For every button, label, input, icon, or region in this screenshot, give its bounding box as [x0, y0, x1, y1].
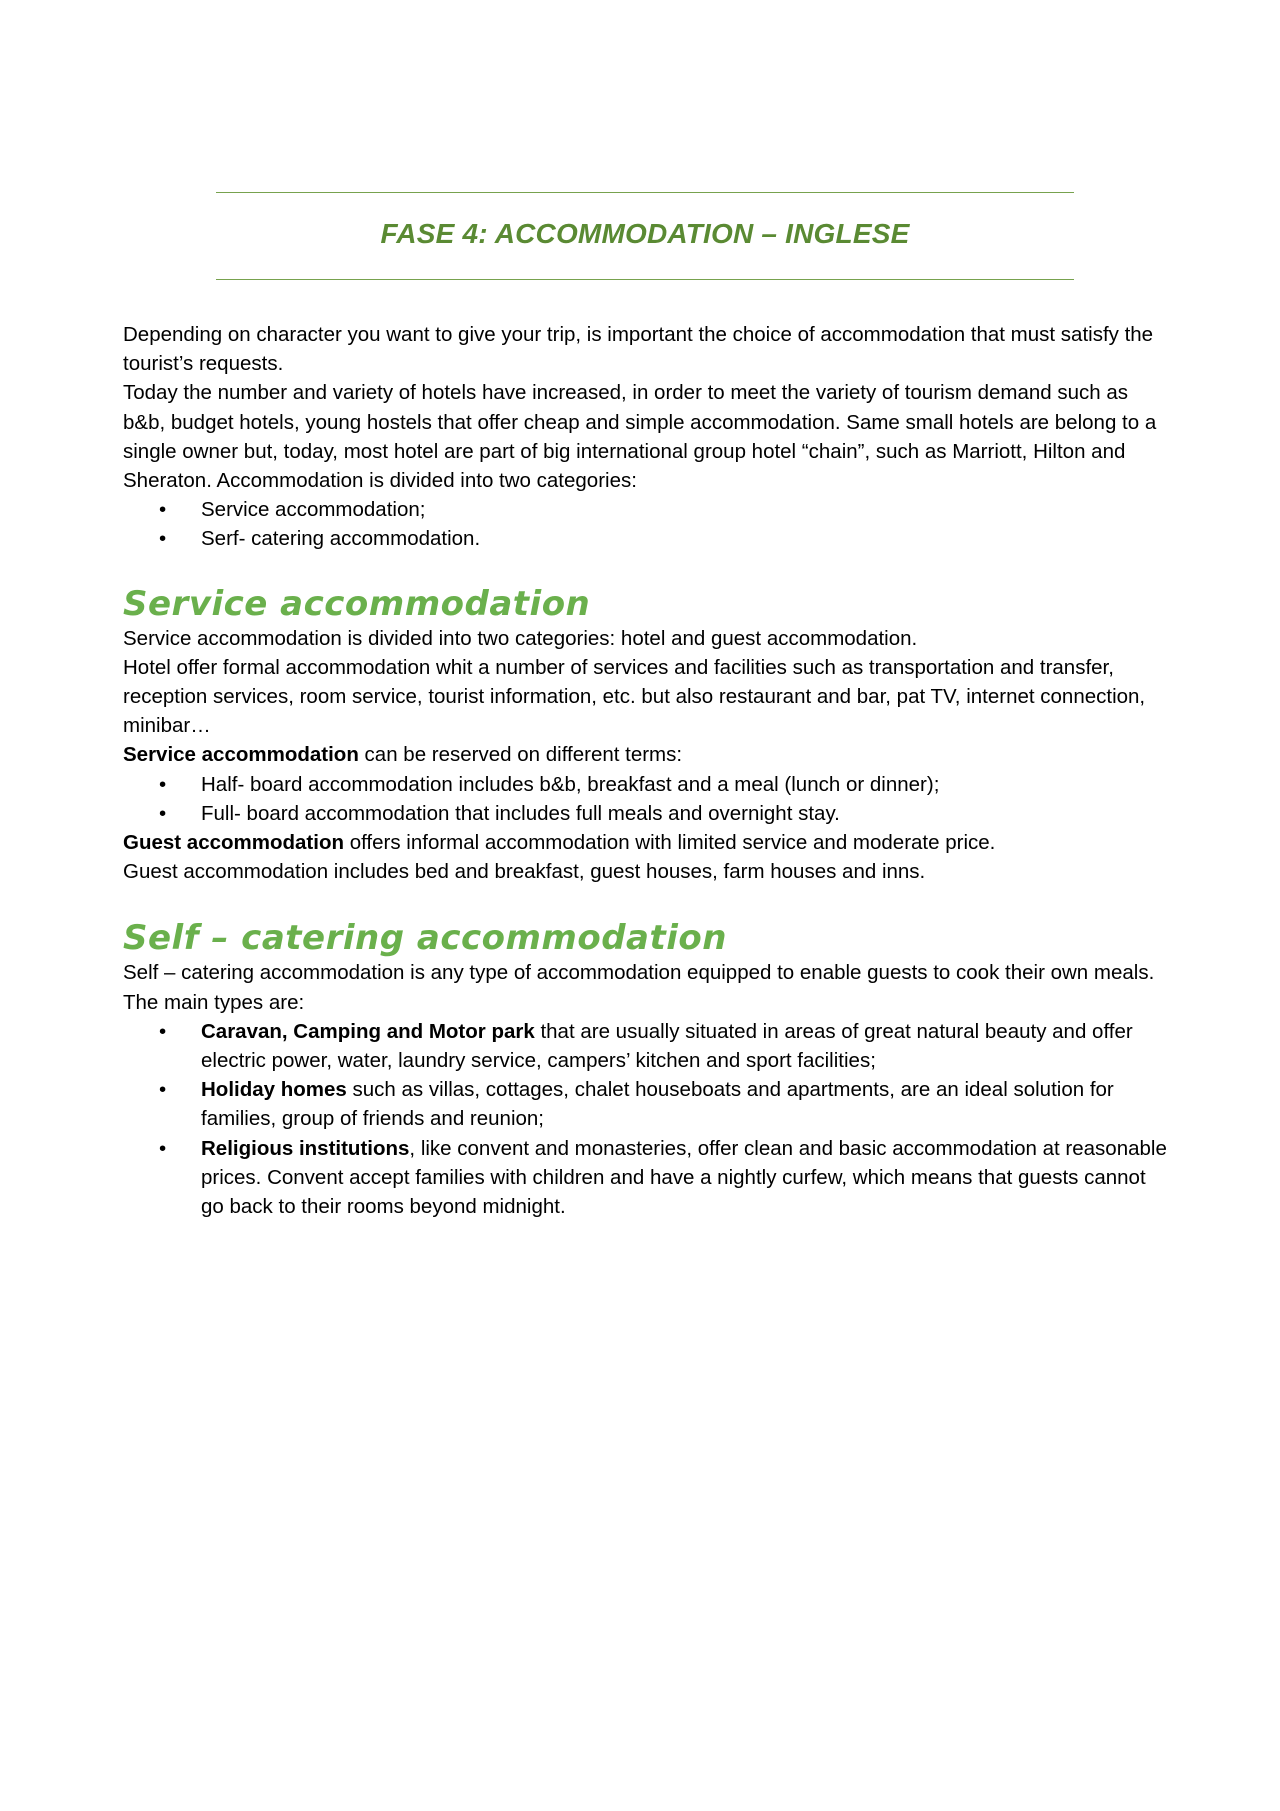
bullet-icon: • — [159, 1136, 167, 1160]
list-item — [123, 799, 1168, 828]
title-block — [216, 192, 1074, 280]
bullet-icon: • — [159, 772, 167, 796]
service-paragraph-2: Hotel offer formal accommodation whit a number of services and facilities such as transportation and transfer, reception services, room service, tourist information, etc. but also restaurant and bar, pat TV, internet connection, minibar… — [123, 655, 1146, 738]
list-item-text: , like convent and monasteries, offer clean and basic accommodation at reasonable prices. Convent accept families with children and have a nightly curfew, which means that guests cannot go back to their rooms beyond midnight. — [201, 1136, 1167, 1219]
intro-paragraph-1: Depending on character you want to give your trip, is important the choice of accommodation that must satisfy the tourist’s requests. — [123, 323, 1154, 376]
bullet-icon: • — [159, 1078, 167, 1102]
service-bullet-list — [123, 770, 1168, 828]
spacer — [123, 886, 1168, 918]
intro-bullet-list — [123, 495, 1168, 553]
list-item — [123, 495, 1168, 524]
self-catering-paragraph-1: Self – catering accommodation is any type of accommodation equipped to enable guests to cook their own meals. The main types are: — [123, 961, 1155, 1014]
service-paragraph-1: Service accommodation is divided into two categories: hotel and guest accommodation. — [123, 626, 918, 650]
list-item — [123, 1017, 1168, 1075]
list-item-text: Full- board accommodation that includes full meals and overnight stay. — [201, 801, 840, 825]
list-item — [123, 770, 1168, 799]
list-item — [123, 524, 1168, 553]
service-terms-text: can be reserved on different terms: — [358, 743, 683, 767]
service-section-heading: Service accommodation — [123, 583, 591, 624]
title-rule-top — [216, 192, 1074, 193]
bullet-icon: • — [159, 801, 167, 825]
guest-accommodation-text: offers informal accommodation with limited service and moderate price. — [344, 831, 996, 855]
spacer — [123, 554, 1168, 584]
list-item-bold: Caravan, Camping and Motor park — [201, 1019, 535, 1043]
bullet-icon: • — [159, 1019, 167, 1043]
list-item-text: such as villas, cottages, chalet houseboats and apartments, are an ideal solution for families, group of friends and reunion; — [201, 1078, 1114, 1131]
list-item-text: Service accommodation; — [201, 498, 426, 522]
document-title: FASE 4: ACCOMMODATION – INGLESE — [380, 218, 910, 249]
service-terms-paragraph — [123, 740, 1168, 769]
service-terms-bold: Service accommodation — [123, 743, 359, 767]
list-item — [123, 1134, 1168, 1222]
guest-accommodation-bold: Guest accommodation — [123, 831, 344, 855]
list-item-bold: Religious institutions — [201, 1136, 410, 1160]
self-catering-bullet-list — [123, 1017, 1168, 1221]
list-item-text: that are usually situated in areas of great natural beauty and offer electric power, water, laundry service, campers’ kitchen and sport facilities; — [201, 1019, 1133, 1073]
bullet-icon: • — [159, 498, 167, 522]
list-item-bold: Holiday homes — [201, 1078, 347, 1102]
list-item-text: Serf- catering accommodation. — [201, 527, 481, 551]
bullet-icon: • — [159, 527, 167, 551]
list-item — [123, 1075, 1168, 1133]
guest-includes-paragraph: Guest accommodation includes bed and breakfast, guest houses, farm houses and inns. — [123, 860, 926, 884]
guest-accommodation-paragraph — [123, 828, 1168, 857]
list-item-text: Half- board accommodation includes b&b, breakfast and a meal (lunch or dinner); — [201, 772, 940, 796]
document-body — [123, 320, 1168, 1221]
intro-paragraph-2: Today the number and variety of hotels have increased, in order to meet the variety of tourism demand such as b&b, budget hotels, young hostels that offer cheap and simple accommodation. Same small hotels are belong to a single owner but, today, most hotel are part of big international group hotel “chain”, such as Marriott, Hilton and Sheraton. Accommodation is divided into two categories: — [123, 381, 1157, 493]
title-rule-bottom — [216, 279, 1074, 280]
self-catering-section-heading: Self – catering accommodation — [123, 918, 727, 959]
